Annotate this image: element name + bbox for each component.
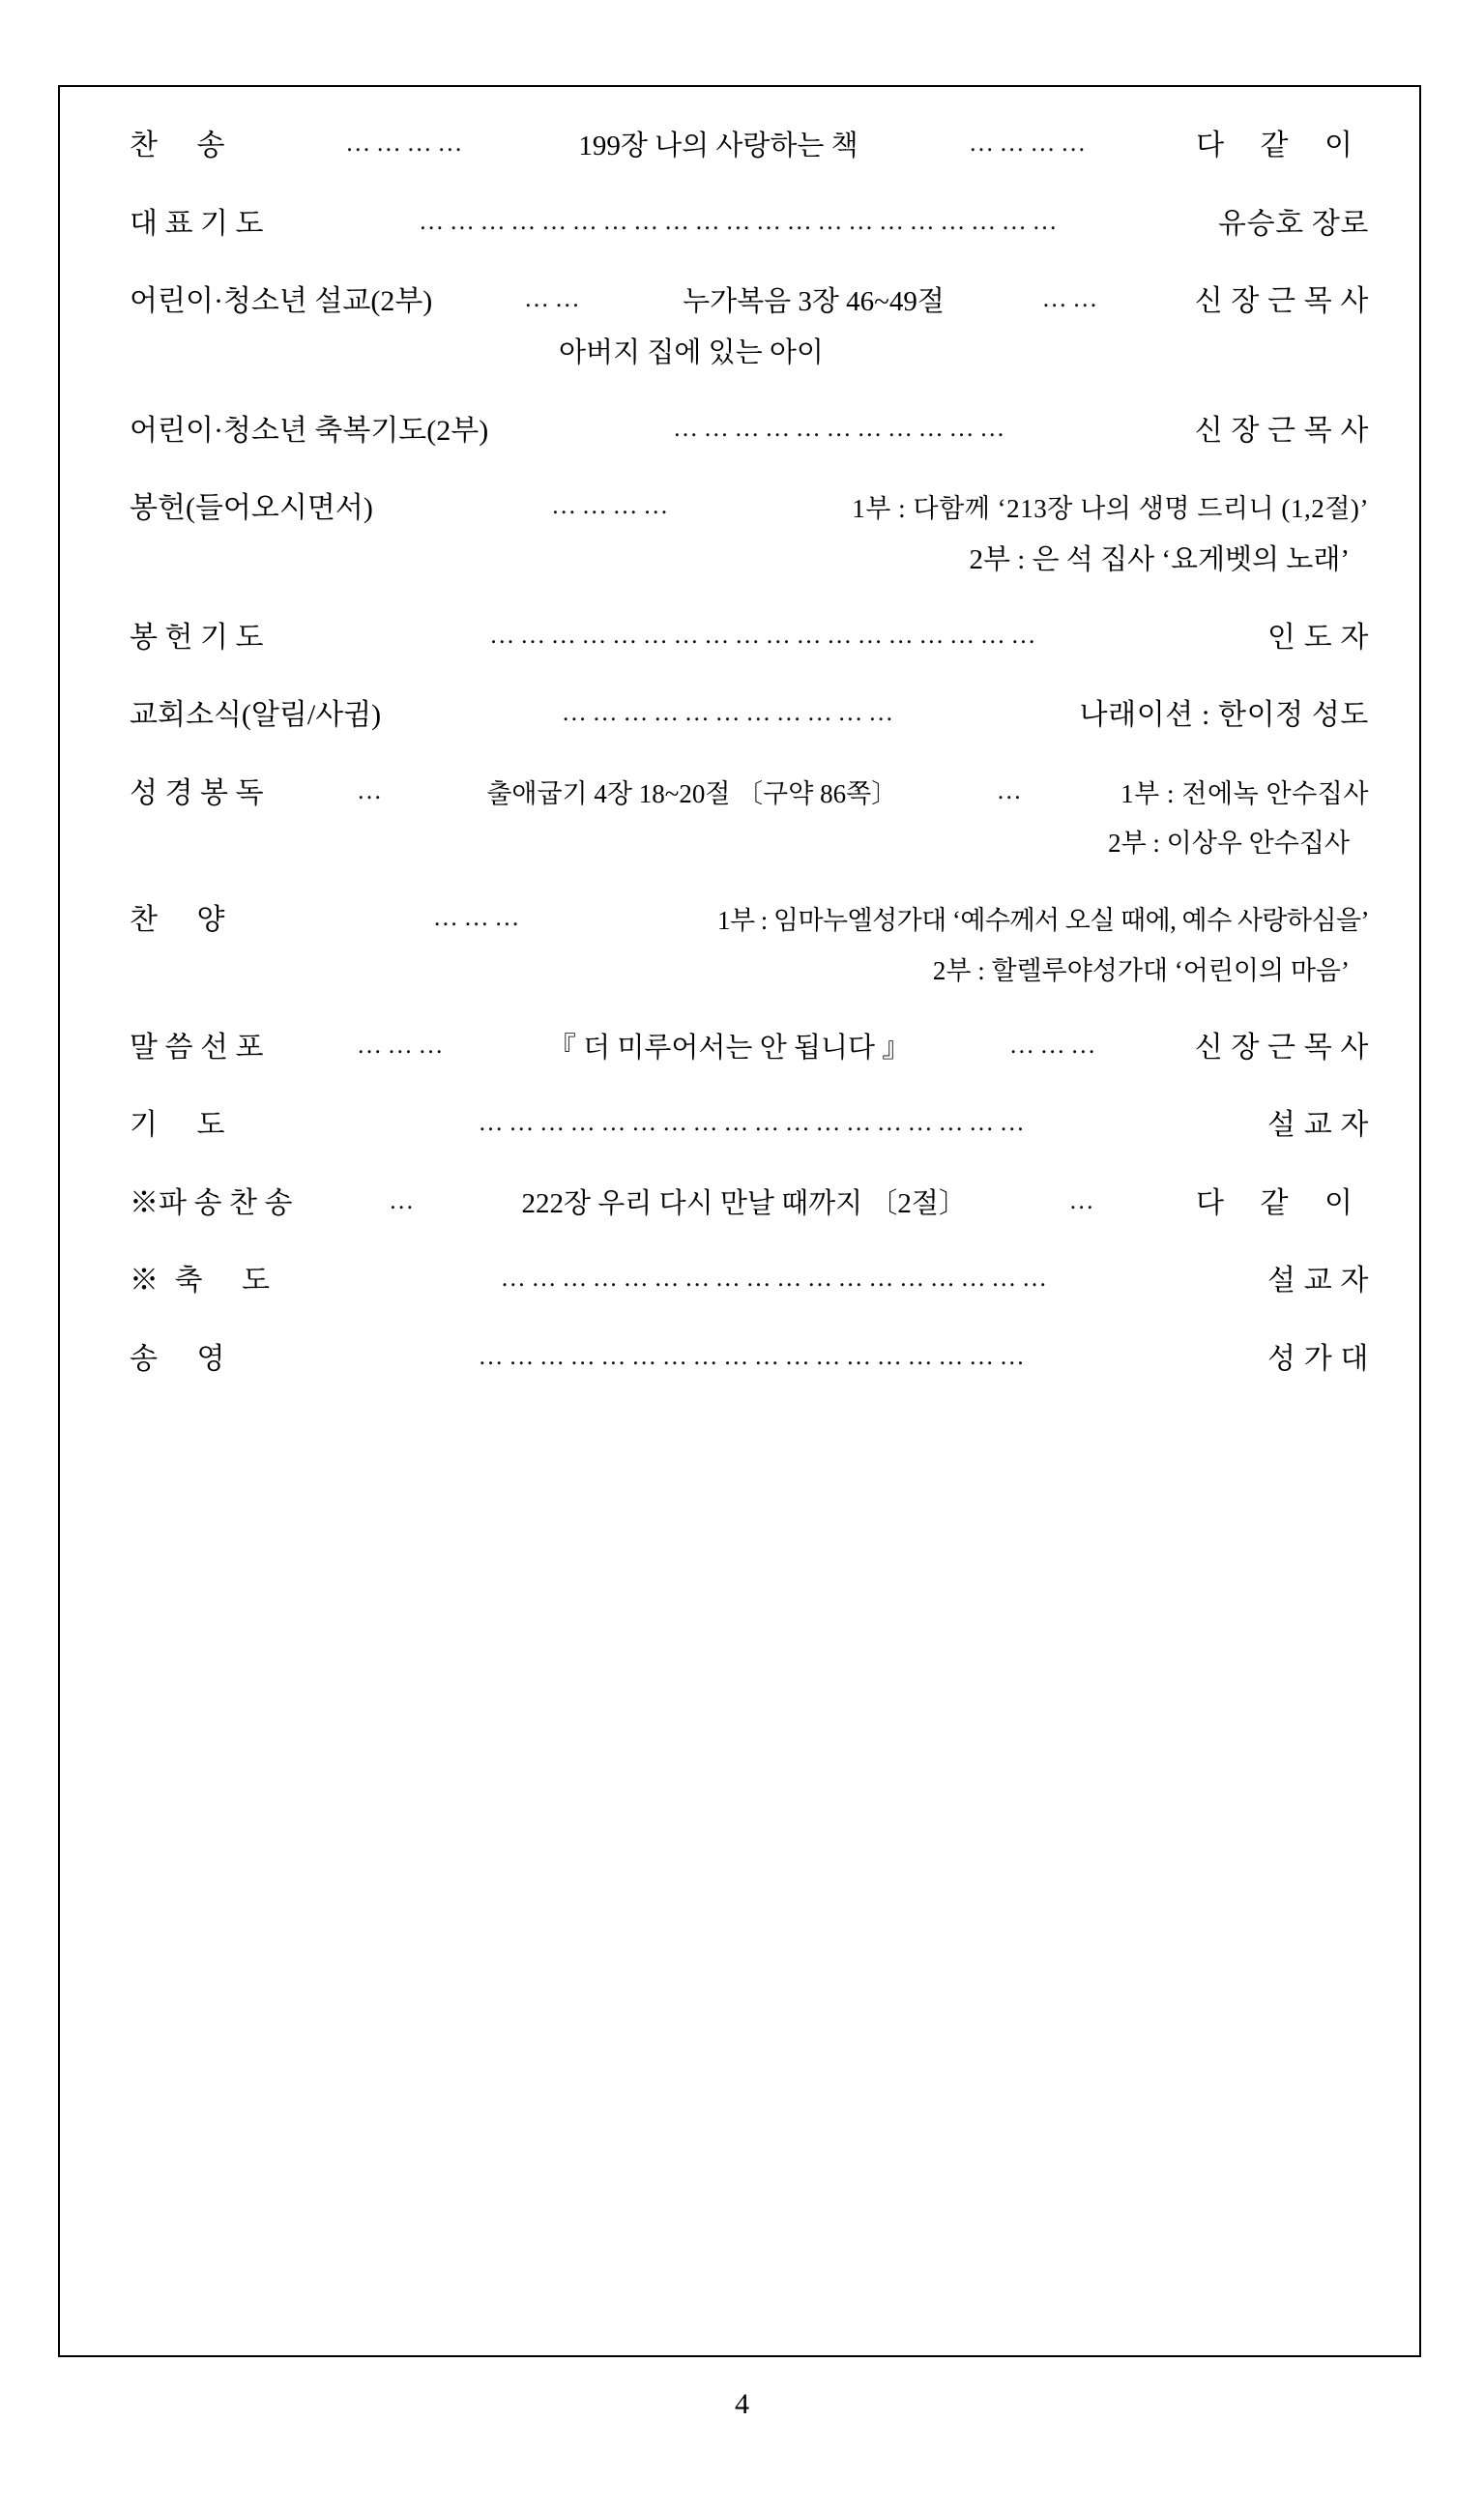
order-item-person: 신 장 근 목 사 bbox=[1194, 285, 1370, 317]
order-item-praise bbox=[130, 904, 1369, 987]
order-item-detail: 222장 우리 다시 만날 때까지 〔2절〕 bbox=[521, 1187, 967, 1219]
leader-dots: ………… bbox=[551, 491, 674, 519]
order-item-label: 대 표 기 도 bbox=[130, 207, 264, 240]
leader-dots: … bbox=[996, 775, 1028, 804]
document-page bbox=[58, 85, 1421, 2357]
leader-dots: ……………………………………………… bbox=[489, 620, 1042, 649]
leader-dots: ……………………………………………… bbox=[478, 1341, 1031, 1370]
order-item-subtitle: 2부 : 할렐루야성가대 ‘어린이의 마음’ bbox=[932, 955, 1350, 985]
order-item-person: 설 교 자 bbox=[1267, 1265, 1369, 1297]
leader-dots: …………………………… bbox=[673, 413, 1010, 442]
order-item-benediction bbox=[130, 1265, 1369, 1298]
leader-dots: … bbox=[357, 775, 388, 804]
order-item-label: 찬 양 bbox=[130, 904, 241, 936]
order-item-sermon bbox=[130, 1032, 1369, 1065]
order-item-children-youth-sermon bbox=[130, 285, 1369, 370]
order-item-label: 말 씀 선 포 bbox=[130, 1031, 264, 1064]
order-item-person: 1부 : 다함께 ‘213장 나의 생명 드리니 (1,2절)’ bbox=[852, 494, 1369, 523]
order-item-offering-entrance bbox=[130, 492, 1369, 577]
order-item-person: 다 같 이 bbox=[1196, 130, 1368, 161]
leader-dots: ……………………………………………… bbox=[478, 1108, 1031, 1136]
order-item-person: 신 장 근 목 사 bbox=[1194, 1031, 1369, 1064]
leader-dots: …………………………… bbox=[561, 698, 899, 726]
order-item-person: 성 가 대 bbox=[1267, 1342, 1369, 1375]
leader-dots: ……………………………………………………… bbox=[419, 206, 1063, 235]
order-item-scripture-reading bbox=[130, 777, 1369, 861]
leader-dots: ……… bbox=[1008, 1030, 1102, 1059]
order-item-children-youth-blessing bbox=[130, 415, 1369, 449]
order-item-person: 설 교 자 bbox=[1267, 1109, 1369, 1141]
order-item-label: ※축 도 bbox=[130, 1265, 286, 1297]
order-item-person: 다 같 이 bbox=[1196, 1186, 1367, 1219]
order-item-offering-prayer bbox=[130, 622, 1369, 656]
leader-dots: … bbox=[389, 1185, 420, 1214]
order-item-detail: 누가복음 3장 46~49절 bbox=[683, 286, 945, 317]
order-item-subtitle: 2부 : 이상우 안수집사 bbox=[1108, 829, 1350, 858]
leader-dots: …… bbox=[523, 284, 586, 312]
order-item-detail: 출애굽기 4장 18~20절 〔구약 86쪽〕 bbox=[486, 778, 898, 808]
leader-dots: ………… bbox=[345, 129, 469, 157]
order-item-label: 기 도 bbox=[130, 1109, 241, 1141]
order-item-label: 봉헌(들어오시면서) bbox=[130, 492, 373, 524]
leader-dots: ……… bbox=[432, 903, 526, 931]
order-item-person: 나래이션 : 한이정 성도 bbox=[1079, 699, 1369, 731]
order-item-label: 어린이·청소년 설교(2부) bbox=[130, 285, 433, 317]
order-item-label: 어린이·청소년 축복기도(2부) bbox=[130, 414, 489, 447]
order-item-detail: 199장 나의 사랑하는 책 bbox=[578, 131, 858, 161]
order-item-label: 성 경 봉 독 bbox=[130, 776, 264, 809]
order-item-prayer bbox=[130, 1109, 1369, 1143]
order-item-subtitle: 2부 : 은 석 집사 ‘요게벳의 노래’ bbox=[969, 543, 1350, 575]
order-item-label: 봉 헌 기 도 bbox=[130, 621, 264, 654]
order-item-person: 인 도 자 bbox=[1267, 621, 1369, 654]
order-item-person: 1부 : 임마누엘성가대 ‘예수께서 오실 때에, 예수 사랑하심을’ bbox=[717, 906, 1369, 935]
order-item-church-news bbox=[130, 699, 1369, 733]
order-item-label: 찬 송 bbox=[130, 130, 241, 161]
order-item-label: 송 영 bbox=[130, 1342, 241, 1375]
order-item-person: 1부 : 전에녹 안수집사 bbox=[1120, 778, 1369, 808]
page-number: 4 bbox=[735, 2388, 749, 2420]
order-of-worship-list bbox=[130, 130, 1369, 2326]
order-item-detail: 『 더 미루어서는 안 됩니다 』 bbox=[547, 1032, 911, 1064]
order-item-person: 유승호 장로 bbox=[1218, 207, 1369, 240]
leader-dots: ……………………………………………… bbox=[500, 1264, 1053, 1292]
leader-dots: … bbox=[1068, 1185, 1100, 1214]
order-item-representative-prayer bbox=[130, 208, 1369, 242]
leader-dots: …… bbox=[1041, 284, 1104, 312]
order-item-label: 교회소식(알림/사귐) bbox=[130, 699, 382, 731]
order-item-person: 신 장 근 목 사 bbox=[1194, 414, 1369, 447]
leader-dots: ……… bbox=[357, 1030, 450, 1059]
order-item-hymn-199 bbox=[130, 130, 1369, 163]
leader-dots: ………… bbox=[968, 129, 1091, 157]
order-item-doxology bbox=[130, 1343, 1369, 1377]
order-item-subtitle: 아버지 집에 있는 아이 bbox=[559, 336, 824, 368]
order-item-sending-hymn bbox=[130, 1187, 1369, 1221]
order-item-label: ※파 송 찬 송 bbox=[130, 1186, 293, 1219]
